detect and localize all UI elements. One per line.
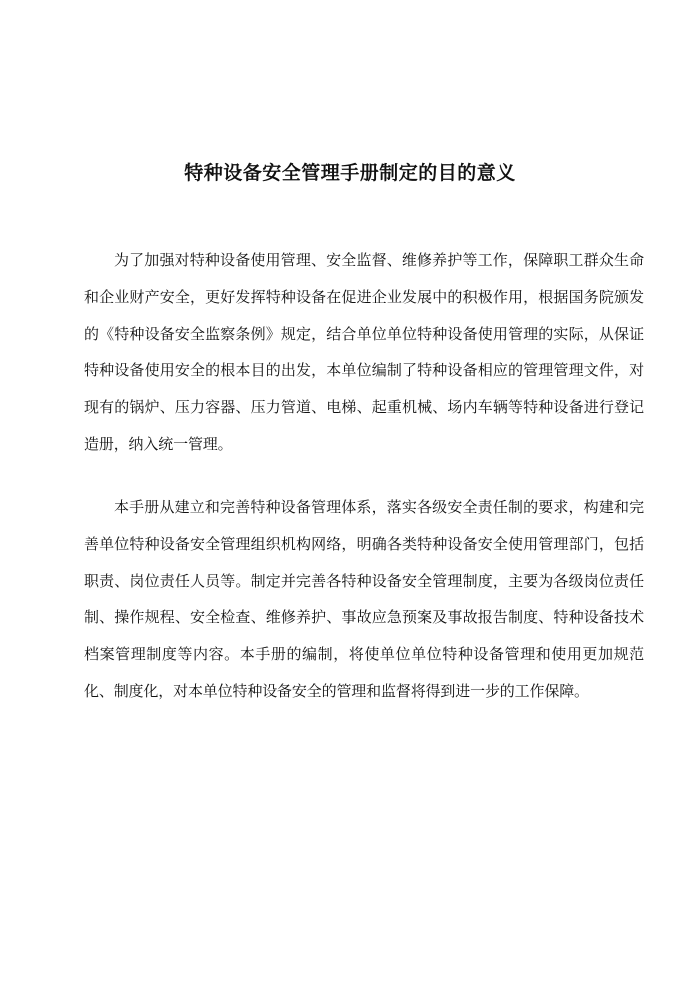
paragraph-significance: 本手册从建立和完善特种设备管理体系，落实各级安全责任制的要求，构建和完善单位特种设备安全管理组织机构网络，明确各类特种设备安全使用管理部门，包括职责、岗位责任人员等。制定并完善各特种设备安全管理制度，主要为各级岗位责任制、操作规程、安全检查、维修养护、事故应急预案及事故报告制度、特种设备技术档案管理制度等内容。本手册的编制，将使单位单位特种设备管理和使用更加规范化、制度化，对本单位特种设备安全的管理和监督将得到进一步的工作保障。 (84, 498, 644, 700)
paragraph-purpose: 为了加强对特种设备使用管理、安全监督、维修养护等工作，保障职工群众生命和企业财产安全，更好发挥特种设备在促进企业发展中的积极作用，根据国务院颁发的《特种设备安全监察条例》规定，结合单位单位特种设备使用管理的实际，从保证特种设备使用安全的根本目的出发，本单位编制了特种设备相应的管理管理文件，对现有的锅炉、压力容器、压力管道、电梯、起重机械、场内车辆等特种设备进行登记造册，纳入统一管理。 (84, 251, 644, 453)
document-title: 特种设备安全管理手册制定的目的意义 (184, 162, 516, 184)
